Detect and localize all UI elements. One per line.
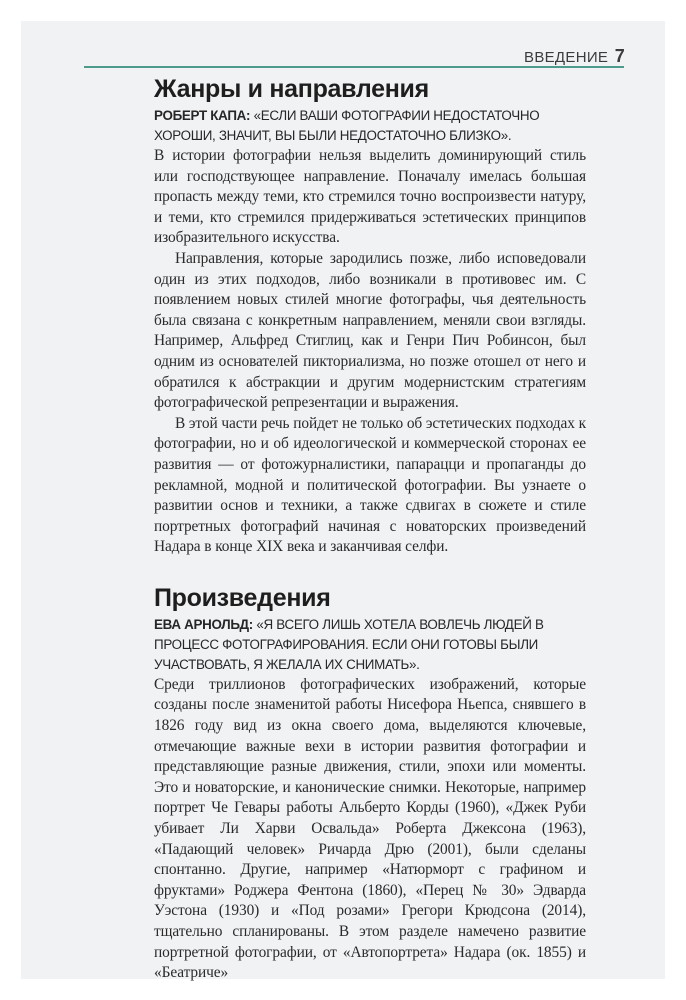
epigraph-author: ЕВА АРНОЛЬД: <box>154 616 253 632</box>
running-head <box>524 46 625 67</box>
section-title: Произведения <box>154 583 331 612</box>
epigraph-quote: «Я ВСЕГО ЛИШЬ ХОТЕЛА ВОВЛЕЧЬ ЛЮДЕЙ В ПРОЦЕСС ФОТОГРАФИРОВАНИЯ. ЕСЛИ ОНИ ГОТОВЫ БЫЛИ УЧАСТВОВАТЬ, Я ЖЕЛАЛА ИХ СНИМАТЬ». <box>154 616 544 672</box>
section-title: Жанры и направления <box>154 75 429 103</box>
section-spacer <box>154 558 586 584</box>
header-rule <box>84 66 624 68</box>
main-content <box>154 75 586 984</box>
paragraph: Среди триллионов фотографических изображений, которые созданы после знаменитой работы Нисефора Ньепса, снявшего в 1826 году вид из окна своего дома, выделяются ключевые, отмечающие важные вехи в истории развития фотографии и представляющие разные движения, стили, эпохи или моменты. Это и новаторские, и канонические снимки. Некоторые, например портрет Че Гевары работы Альберто Корды (1960), «Джек Руби убивает Ли Харви Освальда» Роберта Джексона (1963), «Падающий человек» Ричарда Дрю (2001), были сделаны спонтанно. Другие, например «Натюрморт с графином и фруктами» Роджера Фентона (1860), «Перец № 30» Эдварда Уэстона (1930) и «Под розами» Грегори Крюдсона (2014), тщательно спланированы. В этом разделе намечено развитие портретной фотографии, от «Автопортрета» Надара (ок. 1855) и «Беатриче» <box>154 675 586 982</box>
epigraph-quote: «ЕСЛИ ВАШИ ФОТОГРАФИИ НЕДОСТАТОЧНО ХОРОШИ, ЗНАЧИТ, ВЫ БЫЛИ НЕДОСТАТОЧНО БЛИЗКО». <box>154 108 540 143</box>
page-number: 7 <box>614 46 625 66</box>
running-head-section: ВВЕДЕНИЕ <box>524 49 609 66</box>
epigraph <box>154 106 586 146</box>
paragraph: В истории фотографии нельзя выделить доминирующий стиль или господствующее направление. Поначалу имелась большая пропасть между теми, кто стремился точно воспроизвести натуру, и теми, кто стремился придерживаться эстетических принципов изобразительного искусства. <box>154 147 586 247</box>
epigraph-author: РОБЕРТ КАПА: <box>154 108 251 123</box>
epigraph <box>154 615 586 675</box>
paragraph: Направления, которые зародились позже, либо исповедовали один из этих подходов, либо возникали в противовес им. С появлением новых стилей многие фотографы, чья деятельность была связана с конкретным направлением, меняли свои взгляды. Например, Альфред Стиглиц, как и Генри Пич Робинсон, был одним из основателей пикториализма, но позже отошел от него и обратился к абстракции и другим модернистским стратегиям фотографической репрезентации и выражения. <box>154 249 586 412</box>
section-works <box>154 584 586 984</box>
paragraph: В этой части речь пойдет не только об эстетических подходах к фотографии, но и об идеологической и коммерческой сторонах ее развития — от фотожурналистики, папарацци и пропаганды до рекламной, модной и политической фотографии. Вы узнаете о развитии основ и техники, а также сдвигах в сюжете и стиле портретных фотографий начиная с новаторских произведений Надара в конце XIX века и заканчивая селфи. <box>154 414 586 556</box>
section-genres <box>154 75 586 558</box>
